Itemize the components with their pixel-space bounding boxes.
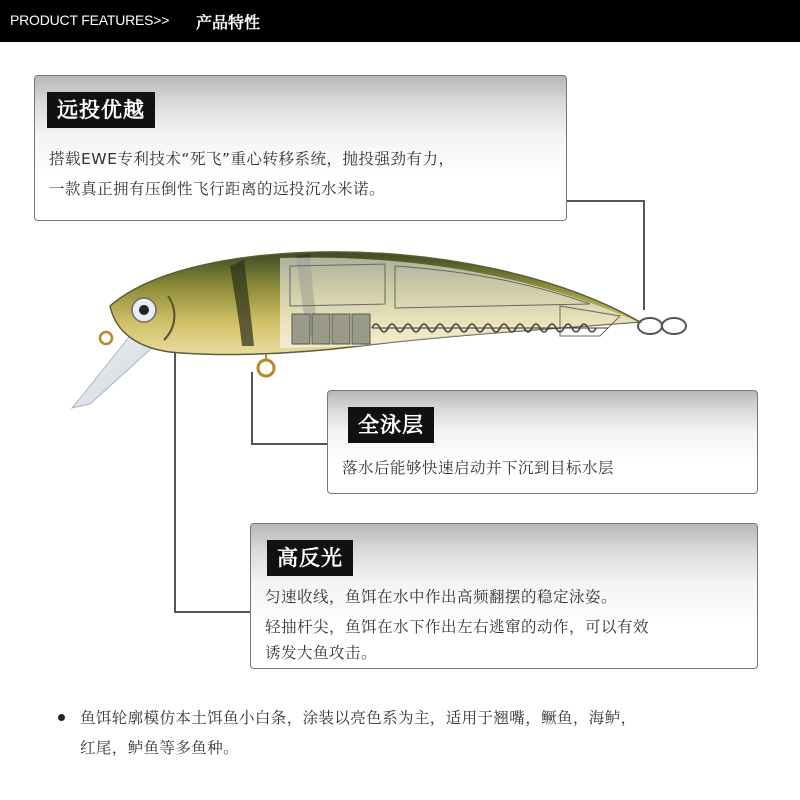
header-title-en: PRODUCT FEATURES>> xyxy=(10,12,170,28)
feature-tag: 高反光 xyxy=(267,540,353,576)
header-title-cn: 产品特性 xyxy=(196,13,261,32)
bullet-dot xyxy=(58,714,65,721)
bottom-note xyxy=(80,703,637,763)
connector-line xyxy=(251,443,329,445)
header-bar xyxy=(0,0,800,42)
feature-box-reflective xyxy=(250,523,758,669)
feature-text-line: 搭载EWE专利技术“死飞”重心转移系统，抛投强劲有力， xyxy=(49,150,455,168)
feature-box-all-layer xyxy=(327,390,758,494)
feature-text-line: 诱发大鱼攻击。 xyxy=(265,644,378,662)
bottom-note-line: 红尾，鲈鱼等多鱼种。 xyxy=(80,739,240,757)
feature-text-line: 匀速收线，鱼饵在水中作出高频翻摆的稳定泳姿。 xyxy=(265,588,618,606)
connector-line xyxy=(566,200,644,202)
connector-line xyxy=(174,611,252,613)
fishing-lure-image xyxy=(60,236,700,416)
feature-text-line: 轻抽杆尖，鱼饵在水下作出左右逃窜的动作，可以有效 xyxy=(265,618,650,636)
feature-box-distance xyxy=(34,75,567,221)
bottom-note-line: 鱼饵轮廓模仿本土饵鱼小白条，涂装以亮色系为主，适用于翘嘴，鳜鱼，海鲈， xyxy=(80,709,637,727)
feature-tag: 全泳层 xyxy=(348,407,434,443)
feature-text-line: 落水后能够快速启动并下沉到目标水层 xyxy=(342,459,615,477)
feature-text-line: 一款真正拥有压倒性飞行距离的远投沉水米诺。 xyxy=(49,180,386,198)
feature-tag: 远投优越 xyxy=(47,92,155,128)
